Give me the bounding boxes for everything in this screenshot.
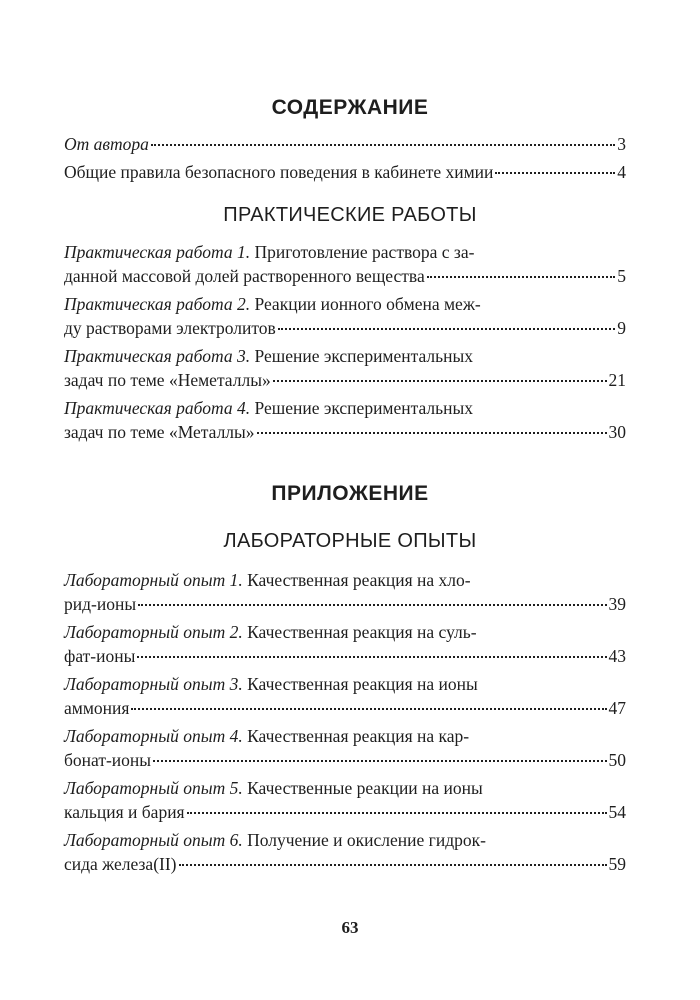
toc-entry-text: задач по теме «Металлы» [64, 422, 255, 442]
toc-entry-from-author[interactable] [64, 132, 626, 156]
toc-entry-text: Решение экспериментальных [250, 346, 474, 366]
dot-leader [187, 812, 607, 814]
toc-entry-text: сида железа(II) [64, 854, 177, 874]
toc-entry-label: Общие правила безопасного поведения в кабинете химии [64, 162, 494, 182]
toc-entry-lead: Лабораторный опыт 2. [64, 622, 243, 642]
toc-entry-line [64, 368, 626, 392]
toc-entry-safety-rules[interactable] [64, 160, 626, 184]
toc-page-number: 30 [608, 422, 626, 442]
toc-entry-line [64, 292, 626, 316]
toc-entry-line [64, 724, 626, 748]
toc-entry-text: рид-ионы [64, 594, 137, 614]
section-heading-practical: ПРАКТИЧЕСКИЕ РАБОТЫ [223, 204, 477, 226]
toc-entry-text: Качественная реакция на суль- [242, 622, 477, 642]
toc-entry-text: Качественная реакция на ионы [242, 674, 478, 694]
toc-entry-line [64, 644, 626, 668]
page-number: 63 [341, 918, 359, 937]
toc-page-number: 4 [617, 162, 626, 182]
dot-leader [138, 604, 606, 606]
toc-entry-text: бонат-ионы [64, 750, 152, 770]
toc-entry-line [64, 396, 626, 420]
toc-entry-line [64, 264, 626, 288]
page-title: СОДЕРЖАНИЕ [271, 96, 429, 119]
toc-page-number: 43 [608, 646, 626, 666]
toc-entry-line [64, 316, 626, 340]
dot-leader [495, 172, 615, 174]
toc-entry-line [64, 748, 626, 772]
toc-entry-line [64, 344, 626, 368]
dot-leader [151, 144, 615, 146]
toc-entry-text: кальция и бария [64, 802, 185, 822]
toc-entry-line [64, 240, 626, 264]
dot-leader [179, 864, 607, 866]
toc-entry-text: ду растворами электролитов [64, 318, 276, 338]
dot-leader [131, 708, 606, 710]
toc-entry-line [64, 592, 626, 616]
toc-entry-lead: Лабораторный опыт 1. [64, 570, 243, 590]
toc-page-number: 50 [608, 750, 626, 770]
dot-leader [153, 760, 606, 762]
toc-page-number: 39 [608, 594, 626, 614]
toc-entry-lead: Практическая работа 3. [64, 346, 251, 366]
toc-entry-text: данной массовой долей растворенного вещества [64, 266, 425, 286]
toc-entry-line [64, 828, 626, 852]
toc-entry-line [64, 620, 626, 644]
toc-entry-label: От автора [64, 134, 149, 154]
dot-leader [427, 276, 616, 278]
toc-entry-line [64, 568, 626, 592]
toc-entry-text: Решение экспериментальных [250, 398, 474, 418]
toc-page-number: 54 [608, 802, 626, 822]
dot-leader [273, 380, 607, 382]
toc-entry-text: Качественная реакция на хло- [242, 570, 471, 590]
toc-entry-lead: Практическая работа 2. [64, 294, 251, 314]
toc-entry-text: Качественные реакции на ионы [242, 778, 483, 798]
toc-page-number: 47 [608, 698, 626, 718]
toc-entry-lead: Практическая работа 4. [64, 398, 251, 418]
toc-entry-text: задач по теме «Неметаллы» [64, 370, 271, 390]
toc-entry-text: Приготовление раствора с за- [250, 242, 475, 262]
toc-page-number: 59 [608, 854, 626, 874]
toc-entry-line [64, 776, 626, 800]
toc-entry-lead: Лабораторный опыт 3. [64, 674, 243, 694]
toc-entry-text: аммония [64, 698, 130, 718]
toc-entry-lead: Лабораторный опыт 5. [64, 778, 243, 798]
toc-entry-line [64, 420, 626, 444]
toc-entry-text: Реакции ионного обмена меж- [250, 294, 481, 314]
toc-entry-text: Получение и окисление гидрок- [242, 830, 486, 850]
toc-entry-text: фат-ионы [64, 646, 136, 666]
dot-leader [278, 328, 615, 330]
section-heading-lab: ЛАБОРАТОРНЫЕ ОПЫТЫ [223, 530, 477, 552]
dot-leader [257, 432, 607, 434]
toc-page-number: 9 [617, 318, 626, 338]
toc-entry-line [64, 852, 626, 876]
toc-entry-text: Качественная реакция на кар- [242, 726, 470, 746]
toc-entry-line [64, 800, 626, 824]
toc-entry-line [64, 672, 626, 696]
toc-entry-lead: Лабораторный опыт 4. [64, 726, 243, 746]
toc-page-number: 3 [617, 134, 626, 154]
toc-page-number: 5 [617, 266, 626, 286]
toc-entry-lead: Лабораторный опыт 6. [64, 830, 243, 850]
toc-entry-line [64, 696, 626, 720]
toc-page-number: 21 [608, 370, 626, 390]
toc-entry-lead: Практическая работа 1. [64, 242, 251, 262]
appendix-title: ПРИЛОЖЕНИЕ [271, 482, 429, 505]
dot-leader [137, 656, 606, 658]
